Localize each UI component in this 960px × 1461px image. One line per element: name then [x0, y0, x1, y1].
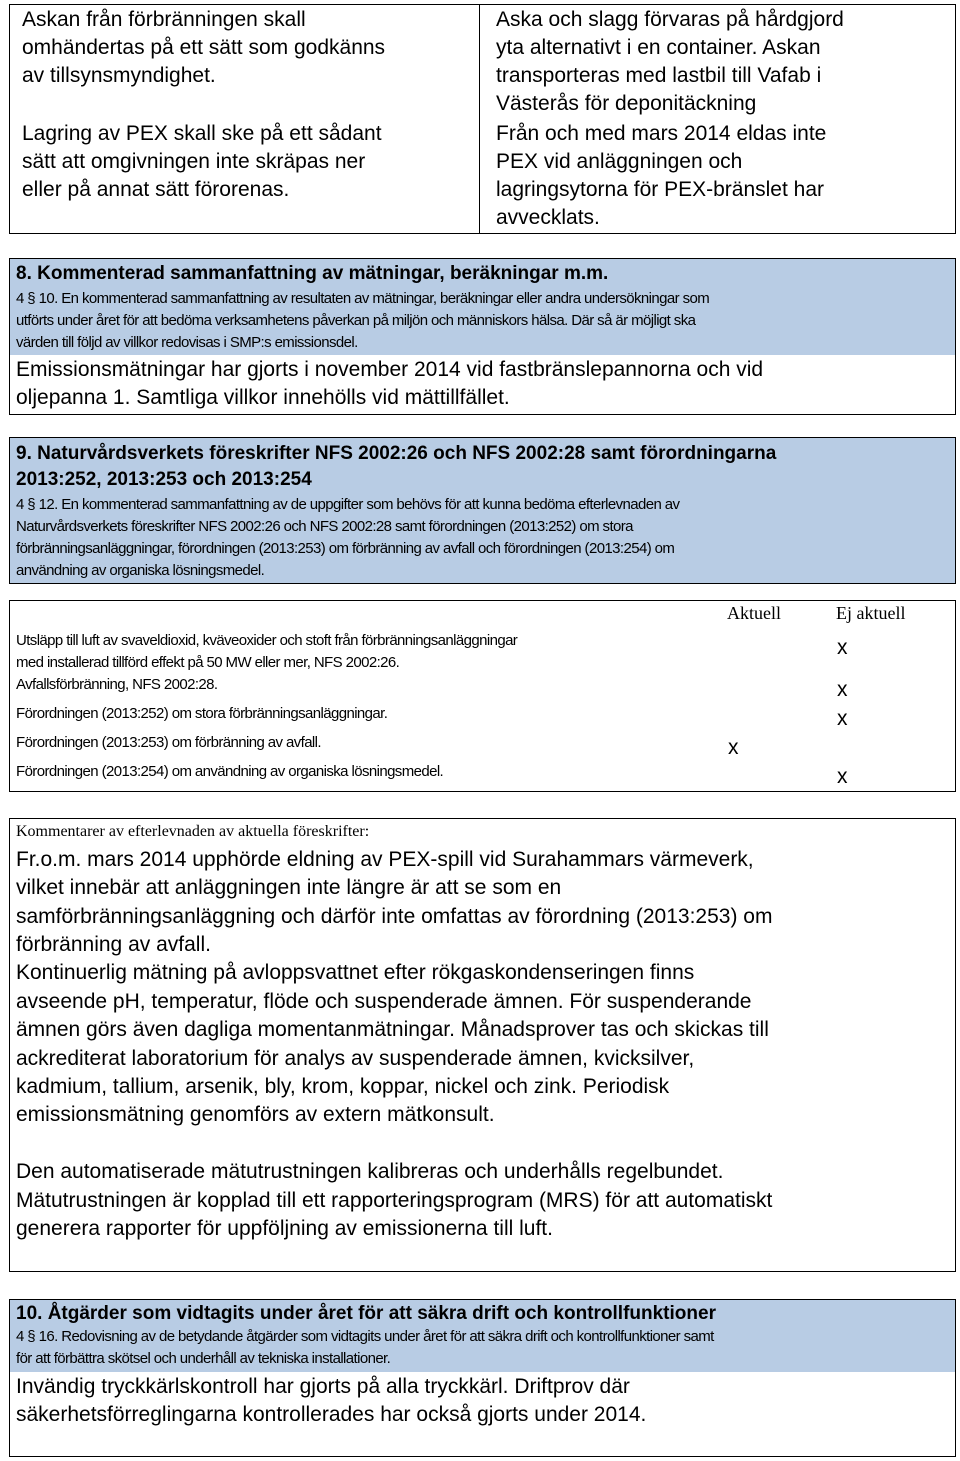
text-line: Askan från förbränningen skall: [22, 8, 306, 31]
section-10-heading: 10. Åtgärder som vidtagits under året för att säkra drift och kontrollfunktioner: [16, 1303, 716, 1324]
ej-aktuell-mark[interactable]: x: [837, 707, 848, 730]
text-line: generera rapporter för uppföljning av emissionerna till luft.: [16, 1217, 553, 1240]
text-line: Naturvårdsverkets föreskrifter NFS 2002:26 och NFS 2002:28 samt förordningen (2013:252) om stora: [16, 518, 633, 535]
row-label: med installerad tillförd effekt på 50 MW eller mer, NFS 2002:26.: [16, 654, 400, 671]
text-line: förbränning av avfall.: [16, 933, 211, 956]
text-line: 4 § 12. En kommenterad sammanfattning av de uppgifter som behövs för att kunna bedöma efterlevnaden av: [16, 496, 680, 513]
text-line: 4 § 10. En kommenterad sammanfattning av resultaten av mätningar, beräkningar eller andra undersökningar som: [16, 290, 710, 307]
text-line: av tillsynsmyndighet.: [22, 64, 216, 87]
text-line: för att förbättra skötsel och underhåll av tekniska installationer.: [16, 1350, 391, 1367]
ej-aktuell-mark[interactable]: x: [837, 678, 848, 701]
text-line: förbränningsanläggningar, förordningen (2013:253) om förbränning av avfall och förordningen (2013:254) om: [16, 540, 675, 557]
column-header-ej-aktuell: Ej aktuell: [836, 603, 906, 623]
row-label: Avfallsförbränning, NFS 2002:28.: [16, 676, 218, 693]
text-line: Kontinuerlig mätning på avloppsvattnet efter rökgaskondenseringen finns: [16, 961, 695, 984]
text-line: omhändertas på ett sätt som godkänns: [22, 36, 386, 59]
text-line: avvecklats.: [496, 206, 600, 229]
text-line: värden till följd av villkor redovisas i SMP:s emissionsdel.: [16, 334, 358, 351]
text-line: 9. Naturvårdsverkets föreskrifter NFS 2002:26 och NFS 2002:28 samt förordningarna: [16, 443, 777, 464]
section-8-heading: 8. Kommenterad sammanfattning av mätningar, beräkningar m.m.: [16, 263, 609, 284]
text-line: eller på annat sätt förorenas.: [22, 178, 290, 201]
top-table-divider: [479, 5, 480, 233]
row-label: Utsläpp till luft av svaveldioxid, kväveoxider och stoft från förbränningsanläggningar: [16, 632, 518, 649]
text-line: utförts under året för att bedöma verksamhetens påverkan på miljön och människors hälsa. Där så är möjligt ska: [16, 312, 696, 329]
text-line: vilket innebär att anläggningen inte längre är att se som en: [16, 876, 562, 899]
text-line: Invändig tryckkärlskontroll har gjorts på alla tryckkärl. Driftprov där: [16, 1375, 630, 1398]
text-line: Fr.o.m. mars 2014 upphörde eldning av PEX-spill vid Surahammars värmeverk,: [16, 848, 754, 871]
text-line: Mätutrustningen är kopplad till ett rapporteringsprogram (MRS) för att automatiskt: [16, 1189, 773, 1212]
row-label: Förordningen (2013:253) om förbränning av avfall.: [16, 734, 321, 751]
text-line: ackrediterat laboratorium för analys av suspenderade ämnen, kvicksilver,: [16, 1047, 695, 1070]
text-line: kadmium, tallium, arsenik, bly, krom, koppar, nickel och zink. Periodisk: [16, 1075, 670, 1098]
text-line: emissionsmätning genomförs av extern mätkonsult.: [16, 1103, 495, 1126]
text-line: PEX vid anläggningen och: [496, 150, 743, 173]
text-line: 2013:252, 2013:253 och 2013:254: [16, 469, 312, 490]
aktuell-mark[interactable]: x: [728, 736, 739, 759]
text-line: avseende pH, temperatur, flöde och suspenderade ämnen. För suspenderande: [16, 990, 752, 1013]
text-line: Den automatiserade mätutrustningen kalibreras och underhålls regelbundet.: [16, 1160, 724, 1183]
text-line: Aska och slagg förvaras på hårdgjord: [496, 8, 844, 31]
row-label: Förordningen (2013:254) om användning av organiska lösningsmedel.: [16, 763, 444, 780]
text-line: Lagring av PEX skall ske på ett sådant: [22, 122, 382, 145]
comments-label: Kommentarer av efterlevnaden av aktuella föreskrifter:: [16, 823, 370, 840]
row-label: Förordningen (2013:252) om stora förbränningsanläggningar.: [16, 705, 388, 722]
text-line: samförbränningsanläggning och därför inte omfattas av förordning (2013:253) om: [16, 905, 773, 928]
text-line: transporteras med lastbil till Vafab i: [496, 64, 822, 87]
text-line: Emissionsmätningar har gjorts i november 2014 vid fastbränslepannorna och vid: [16, 358, 764, 381]
text-line: säkerhetsförreglingarna kontrollerades har också gjorts under 2014.: [16, 1403, 647, 1426]
text-line: Västerås för deponitäckning: [496, 92, 757, 115]
ej-aktuell-mark[interactable]: x: [837, 765, 848, 788]
text-line: oljepanna 1. Samtliga villkor innehölls vid mättillfället.: [16, 386, 510, 409]
text-line: yta alternativt i en container. Askan: [496, 36, 821, 59]
text-line: lagringsytorna för PEX-bränslet har: [496, 178, 824, 201]
text-line: Från och med mars 2014 eldas inte: [496, 122, 827, 145]
ej-aktuell-mark[interactable]: x: [837, 636, 848, 659]
text-line: användning av organiska lösningsmedel.: [16, 562, 265, 579]
text-line: ämnen görs även dagliga momentanmätningar. Månadsprover tas och skickas till: [16, 1018, 769, 1041]
column-header-aktuell: Aktuell: [727, 603, 781, 623]
text-line: 4 § 16. Redovisning av de betydande åtgärder som vidtagits under året för att säkra drift och kontrollfunktioner samt: [16, 1328, 714, 1345]
text-line: sätt att omgivningen inte skräpas ner: [22, 150, 366, 173]
